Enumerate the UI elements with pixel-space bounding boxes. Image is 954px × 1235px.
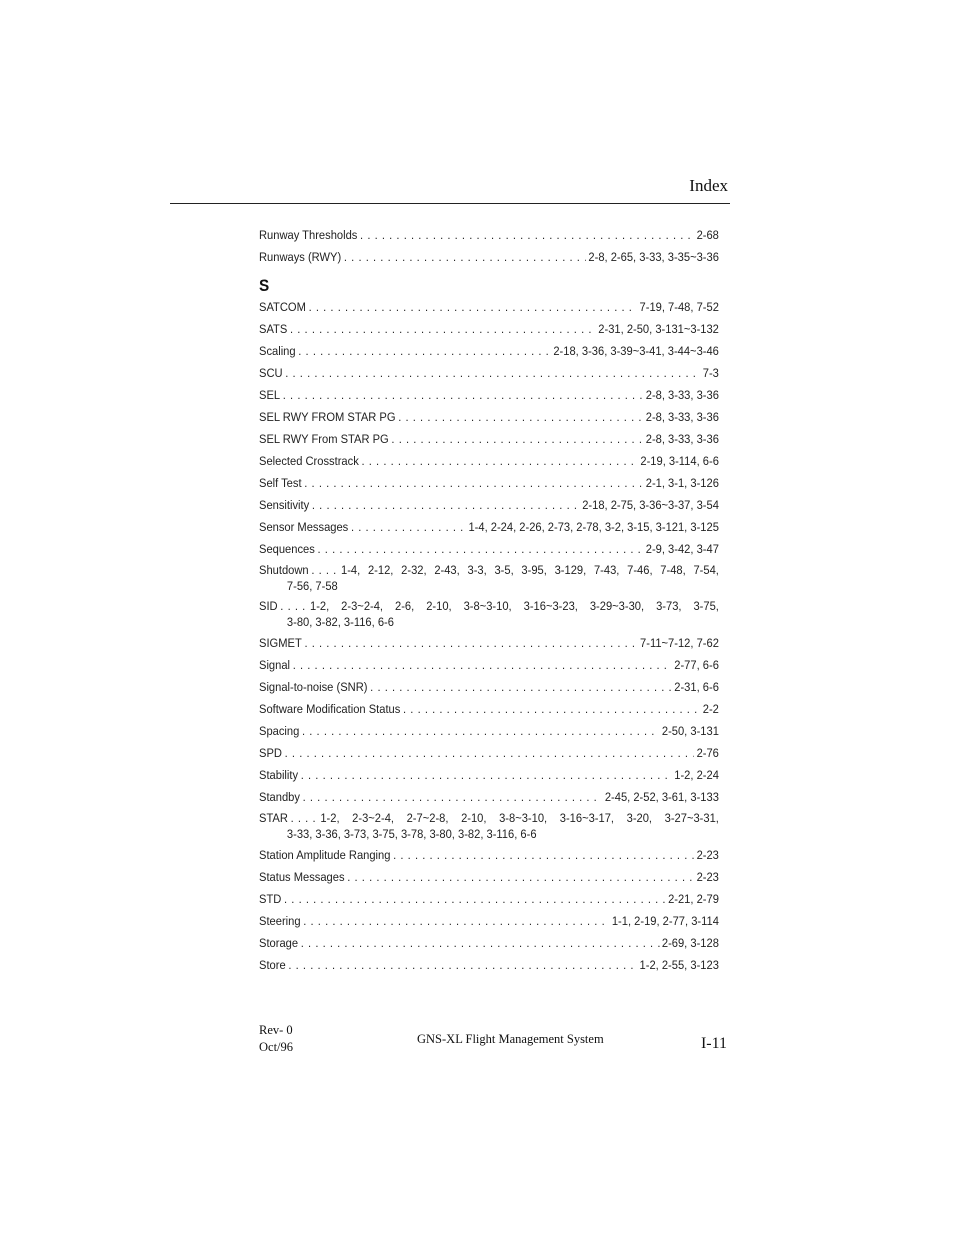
entry-term: Signal-to-noise (SNR) [259, 680, 368, 694]
entry-pages: 2-23 [696, 848, 719, 862]
index-group-s1 [259, 298, 719, 562]
entry-term: Runway Thresholds [259, 228, 358, 242]
index-entry [259, 430, 719, 452]
entry-pages: 2-45, 2-52, 3-61, 3-133 [604, 790, 719, 804]
entry-pages-continuation: 7-56, 7-58 [286, 579, 338, 593]
dot-leader [301, 766, 672, 784]
entry-term: Steering [259, 914, 301, 928]
entry-pages: 2-8, 3-33, 3-36 [645, 432, 719, 446]
index-entry [259, 248, 719, 270]
entry-term: SATCOM [259, 300, 306, 314]
entry-term: Runways (RWY) [259, 250, 342, 264]
dot-leader [301, 934, 659, 952]
index-entry [259, 342, 719, 364]
dot-leader [304, 474, 643, 492]
dot-leader [318, 540, 644, 558]
index-entry [259, 788, 719, 810]
entry-term: Standby [259, 790, 300, 804]
index-list [259, 226, 719, 978]
dot-leader [284, 890, 665, 908]
entry-pages: 2-23 [696, 870, 719, 884]
entry-pages: 2-76 [696, 746, 719, 760]
entry-term: Scaling [259, 344, 296, 358]
index-group-before [259, 226, 719, 270]
entry-term: Shutdown [259, 563, 309, 577]
dot-leader [288, 956, 636, 974]
dot-leader [298, 342, 550, 360]
footer-date: Oct/96 [259, 1040, 294, 1054]
index-entry-sid [259, 598, 719, 630]
entry-term: Storage [259, 936, 299, 950]
dot-leader [285, 364, 700, 382]
index-entry [259, 766, 719, 788]
index-entry [259, 846, 719, 868]
entry-term: Station Amplitude Ranging [259, 848, 391, 862]
entry-pages: 7-3 [702, 366, 719, 380]
index-entry-shutdown [259, 562, 719, 594]
entry-pages-continuation: 3-80, 3-82, 3-116, 6-6 [286, 615, 394, 629]
entry-term: Signal [259, 658, 291, 672]
entry-pages: 2-50, 3-131 [661, 724, 719, 738]
index-entry [259, 226, 719, 248]
index-entry [259, 364, 719, 386]
entry-term: SID [259, 599, 278, 613]
index-entry-star [259, 810, 719, 842]
entry-term: Sensitivity [259, 498, 310, 512]
entry-pages: 1-2, 2-3~2-4, 2-6, 2-10, 3-8~3-10, 3-16~3-23, 3-29~3-30, 3-73, 3-75, [309, 599, 719, 613]
entry-pages: 2-2 [702, 702, 719, 716]
dot-leader [309, 298, 637, 316]
entry-term: SEL [259, 388, 281, 402]
dot-leader [302, 722, 659, 740]
index-entry [259, 386, 719, 408]
index-entry [259, 744, 719, 766]
dot-leader [312, 496, 580, 514]
footer-rev-label: Rev- 0 [259, 1023, 293, 1037]
entry-term: STD [259, 892, 282, 906]
index-group-s2 [259, 634, 719, 810]
dot-leader [361, 452, 637, 470]
entry-term: Store [259, 958, 286, 972]
header-rule [170, 203, 730, 204]
page-header-title: Index [689, 176, 728, 195]
index-entry [259, 474, 719, 496]
index-entry [259, 540, 719, 562]
index-entry [259, 678, 719, 700]
index-entry [259, 890, 719, 912]
entry-pages: 2-8, 3-33, 3-36 [645, 410, 719, 424]
entry-pages: 2-77, 6-6 [674, 658, 719, 672]
dot-leader [293, 656, 672, 674]
dot-leader [303, 788, 603, 806]
dot-leader [370, 678, 671, 696]
entry-pages: 1-4, 2-24, 2-26, 2-73, 2-78, 3-2, 3-15, 3-121, 3-125 [468, 520, 719, 534]
entry-pages: 1-2, 2-55, 3-123 [639, 958, 719, 972]
dot-leader [290, 320, 596, 338]
entry-pages: 2-18, 3-36, 3-39~3-41, 3-44~3-46 [553, 344, 719, 358]
dot-leader [285, 744, 694, 762]
entry-pages: 2-8, 2-65, 3-33, 3-35~3-36 [588, 250, 719, 264]
index-entry [259, 934, 719, 956]
index-entry [259, 298, 719, 320]
entry-pages: 2-21, 2-79 [668, 892, 719, 906]
page-number: I-11 [700, 1035, 727, 1052]
index-entry [259, 408, 719, 430]
dot-leader [391, 430, 643, 448]
index-entry [259, 700, 719, 722]
entry-pages: 1-2, 2-3~2-4, 2-7~2-8, 2-10, 3-8~3-10, 3-16~3-17, 3-20, 3-27~3-31, [320, 811, 719, 825]
entry-term: Self Test [259, 476, 302, 490]
entry-term: Sensor Messages [259, 520, 349, 534]
index-entry [259, 320, 719, 342]
entry-pages: 1-1, 2-19, 2-77, 3-114 [611, 914, 719, 928]
dot-leader [283, 386, 643, 404]
entry-term: Sequences [259, 542, 315, 556]
entry-term: SATS [259, 322, 288, 336]
index-entry [259, 656, 719, 678]
entry-pages: 1-2, 2-24 [674, 768, 719, 782]
dot-leader [398, 408, 643, 426]
dot-leader [304, 634, 637, 652]
dot-leader [403, 700, 700, 718]
footer-revision [259, 1022, 293, 1056]
entry-pages: 2-68 [696, 228, 719, 242]
index-entry [259, 496, 719, 518]
entry-pages: 2-31, 2-50, 3-131~3-132 [598, 322, 719, 336]
entry-pages: 2-8, 3-33, 3-36 [645, 388, 719, 402]
entry-pages: 7-19, 7-48, 7-52 [639, 300, 719, 314]
entry-term: SCU [259, 366, 283, 380]
entry-term: SEL RWY FROM STAR PG [259, 410, 396, 424]
index-entry [259, 868, 719, 890]
section-letter: S [259, 276, 270, 295]
entry-term: Status Messages [259, 870, 345, 884]
dot-leader [347, 868, 694, 886]
index-entry [259, 634, 719, 656]
entry-term: Selected Crosstrack [259, 454, 359, 468]
dot-leader [360, 226, 694, 244]
dot-leader [393, 846, 694, 864]
entry-term: SIGMET [259, 636, 302, 650]
entry-term: SEL RWY From STAR PG [259, 432, 389, 446]
index-entry [259, 452, 719, 474]
index-group-s3 [259, 846, 719, 978]
entry-pages: 2-9, 3-42, 3-47 [645, 542, 719, 556]
entry-pages: 1-4, 2-12, 2-32, 2-43, 3-3, 3-5, 3-95, 3-129, 7-43, 7-46, 7-48, 7-54, [341, 563, 719, 577]
entry-term: SPD [259, 746, 282, 760]
entry-term: Spacing [259, 724, 300, 738]
entry-pages-continuation: 3-33, 3-36, 3-73, 3-75, 3-78, 3-80, 3-82, 3-116, 6-6 [286, 827, 537, 841]
dot-leader [351, 518, 466, 536]
footer-manual-title: GNS-XL Flight Management System [417, 1032, 604, 1046]
entry-pages: 2-31, 6-6 [674, 680, 719, 694]
index-entry [259, 912, 719, 934]
entry-pages: 2-19, 3-114, 6-6 [640, 454, 719, 468]
entry-pages: 2-69, 3-128 [661, 936, 719, 950]
entry-pages: 7-11~7-12, 7-62 [640, 636, 719, 650]
index-entry [259, 722, 719, 744]
index-entry [259, 956, 719, 978]
entry-term: Software Modification Status [259, 702, 401, 716]
dot-leader [303, 912, 609, 930]
dot-leader [344, 248, 586, 266]
entry-term: STAR [259, 811, 288, 825]
entry-pages: 2-1, 3-1, 3-126 [645, 476, 719, 490]
entry-pages: 2-18, 2-75, 3-36~3-37, 3-54 [582, 498, 719, 512]
index-entry [259, 518, 719, 540]
entry-term: Stability [259, 768, 299, 782]
